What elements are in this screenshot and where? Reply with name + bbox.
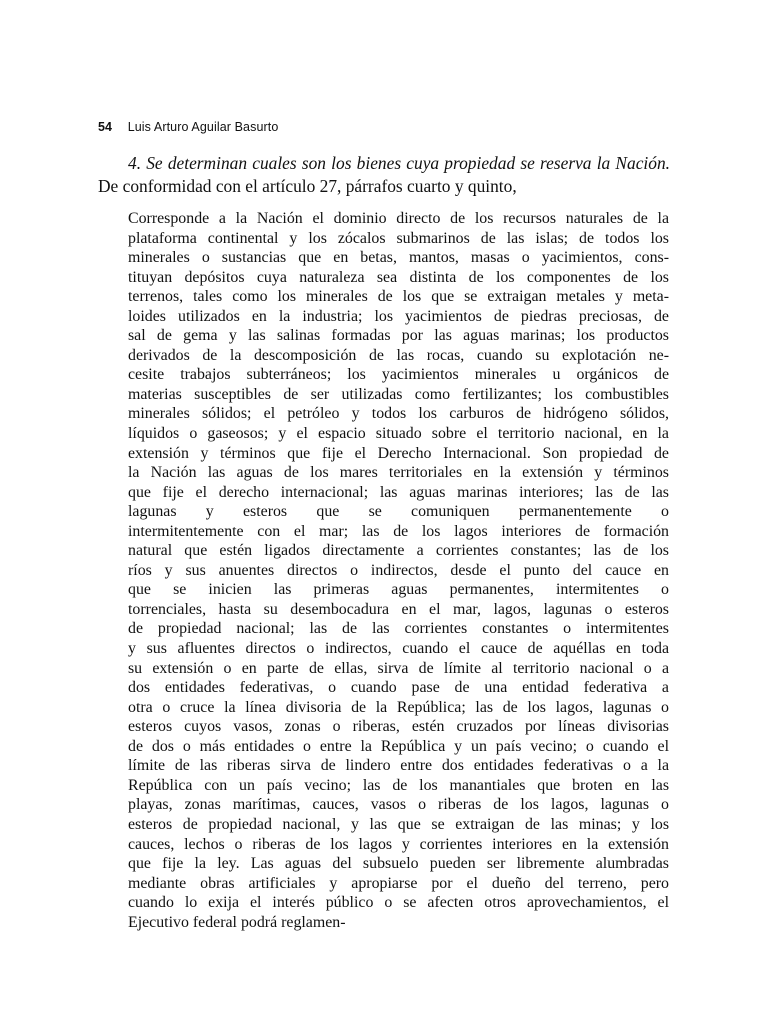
quote-line: extensión y términos que fije el Derecho Internacional. Son propiedad de: [128, 444, 669, 462]
quote-line: lagunas y esteros que se comuniquen permanentemente o: [128, 503, 669, 521]
quote-line: sal de gema y las salinas formadas por las aguas marinas; los productos: [128, 327, 669, 345]
quote-line: esteros cuyos vasos, zonas o riberas, estén cruzados por líneas divisorias: [128, 718, 669, 736]
running-head-author: Luis Arturo Aguilar Basurto: [127, 120, 279, 134]
block-quote: [128, 209, 669, 932]
quote-line: loides utilizados en la industria; los yacimientos de piedras preciosas, de: [128, 307, 669, 325]
intro-italic-heading: 4. Se determinan cuales son los bienes cuya propiedad se reserva la Nación.: [128, 153, 670, 173]
page-number: 54: [98, 120, 113, 134]
quote-line: la Nación las aguas de los mares territoriales en la extensión y términos: [128, 464, 669, 482]
quote-line: cuando lo exija el interés público o se afecten otros aprovechamientos, el: [128, 894, 669, 912]
quote-line: cauces, lechos o riberas de los lagos y corrientes interiores en la extensión: [128, 835, 669, 853]
quote-line: otra o cruce la línea divisoria de la República; las de los lagos, lagunas o: [128, 698, 669, 716]
quote-line: y sus afluentes directos o indirectos, cuando el cauce de aquéllas en toda: [128, 640, 669, 658]
intro-text: De conformidad con el artículo 27, párrafos cuarto y quinto,: [98, 176, 517, 196]
quote-line: mediante obras artificiales y apropiarse por el dueño del terreno, pero: [128, 874, 669, 892]
quote-line: tituyan depósitos cuya naturaleza sea distinta de los componentes de los: [128, 268, 669, 286]
quote-line: terrenos, tales como los minerales de los que se extraigan metales y meta-: [128, 288, 669, 306]
quote-line: torrenciales, hasta su desembocadura en el mar, lagos, lagunas o esteros: [128, 600, 669, 618]
quote-line: minerales sólidos; el petróleo y todos los carburos de hidrógeno sólidos,: [128, 405, 669, 423]
quote-line: República con un país vecino; las de los manantiales que broten en las: [128, 776, 669, 794]
quote-line: playas, zonas marítimas, cauces, vasos o riberas de los lagos, lagunas o: [128, 796, 669, 814]
quote-line: minerales o sustancias que en betas, mantos, masas o yacimientos, cons-: [128, 249, 669, 267]
quote-line: plataforma continental y los zócalos submarinos de las islas; de todos los: [128, 229, 669, 247]
quote-line: límite de las riberas sirva de lindero entre dos entidades federativas o a la: [128, 757, 669, 775]
quote-line: que se inicien las primeras aguas permanentes, intermitentes o: [128, 581, 669, 599]
quote-line: Corresponde a la Nación el dominio directo de los recursos naturales de la: [128, 210, 669, 227]
quote-line: esteros de propiedad nacional, y las que se extraigan de las minas; y los: [128, 815, 669, 833]
quote-line: que fije el derecho internacional; las aguas marinas interiores; las de las: [128, 483, 669, 501]
quote-line: líquidos o gaseosos; y el espacio situado sobre el territorio nacional, en la: [128, 425, 669, 443]
quote-line: ríos y sus anuentes directos o indirectos, desde el punto del cauce en: [128, 561, 669, 579]
quote-line: natural que estén ligados directamente a corrientes constantes; las de los: [128, 542, 669, 560]
quote-line: intermitentemente con el mar; las de los lagos interiores de formación: [128, 522, 669, 540]
quote-line: cesite trabajos subterráneos; los yacimientos minerales u orgánicos de: [128, 366, 669, 384]
quote-line: derivados de la descomposición de las rocas, cuando su explotación ne-: [128, 346, 669, 364]
quote-line: Ejecutivo federal podrá reglamen-: [128, 913, 346, 931]
quote-line: de dos o más entidades o entre la República y un país vecino; o cuando el: [128, 737, 669, 755]
quote-line: su extensión o en parte de ellas, sirva de límite al territorio nacional o a: [128, 659, 669, 677]
quote-line: de propiedad nacional; las de las corrientes constantes o intermitentes: [128, 620, 669, 638]
intro-paragraph: [98, 152, 670, 198]
quote-line: que fije la ley. Las aguas del subsuelo pueden ser libremente alumbradas: [128, 855, 669, 873]
quote-line: materias susceptibles de ser utilizadas como fertilizantes; los combustibles: [128, 385, 669, 403]
quote-line: dos entidades federativas, o cuando pase de una entidad federativa a: [128, 679, 669, 697]
running-head: [98, 120, 278, 134]
